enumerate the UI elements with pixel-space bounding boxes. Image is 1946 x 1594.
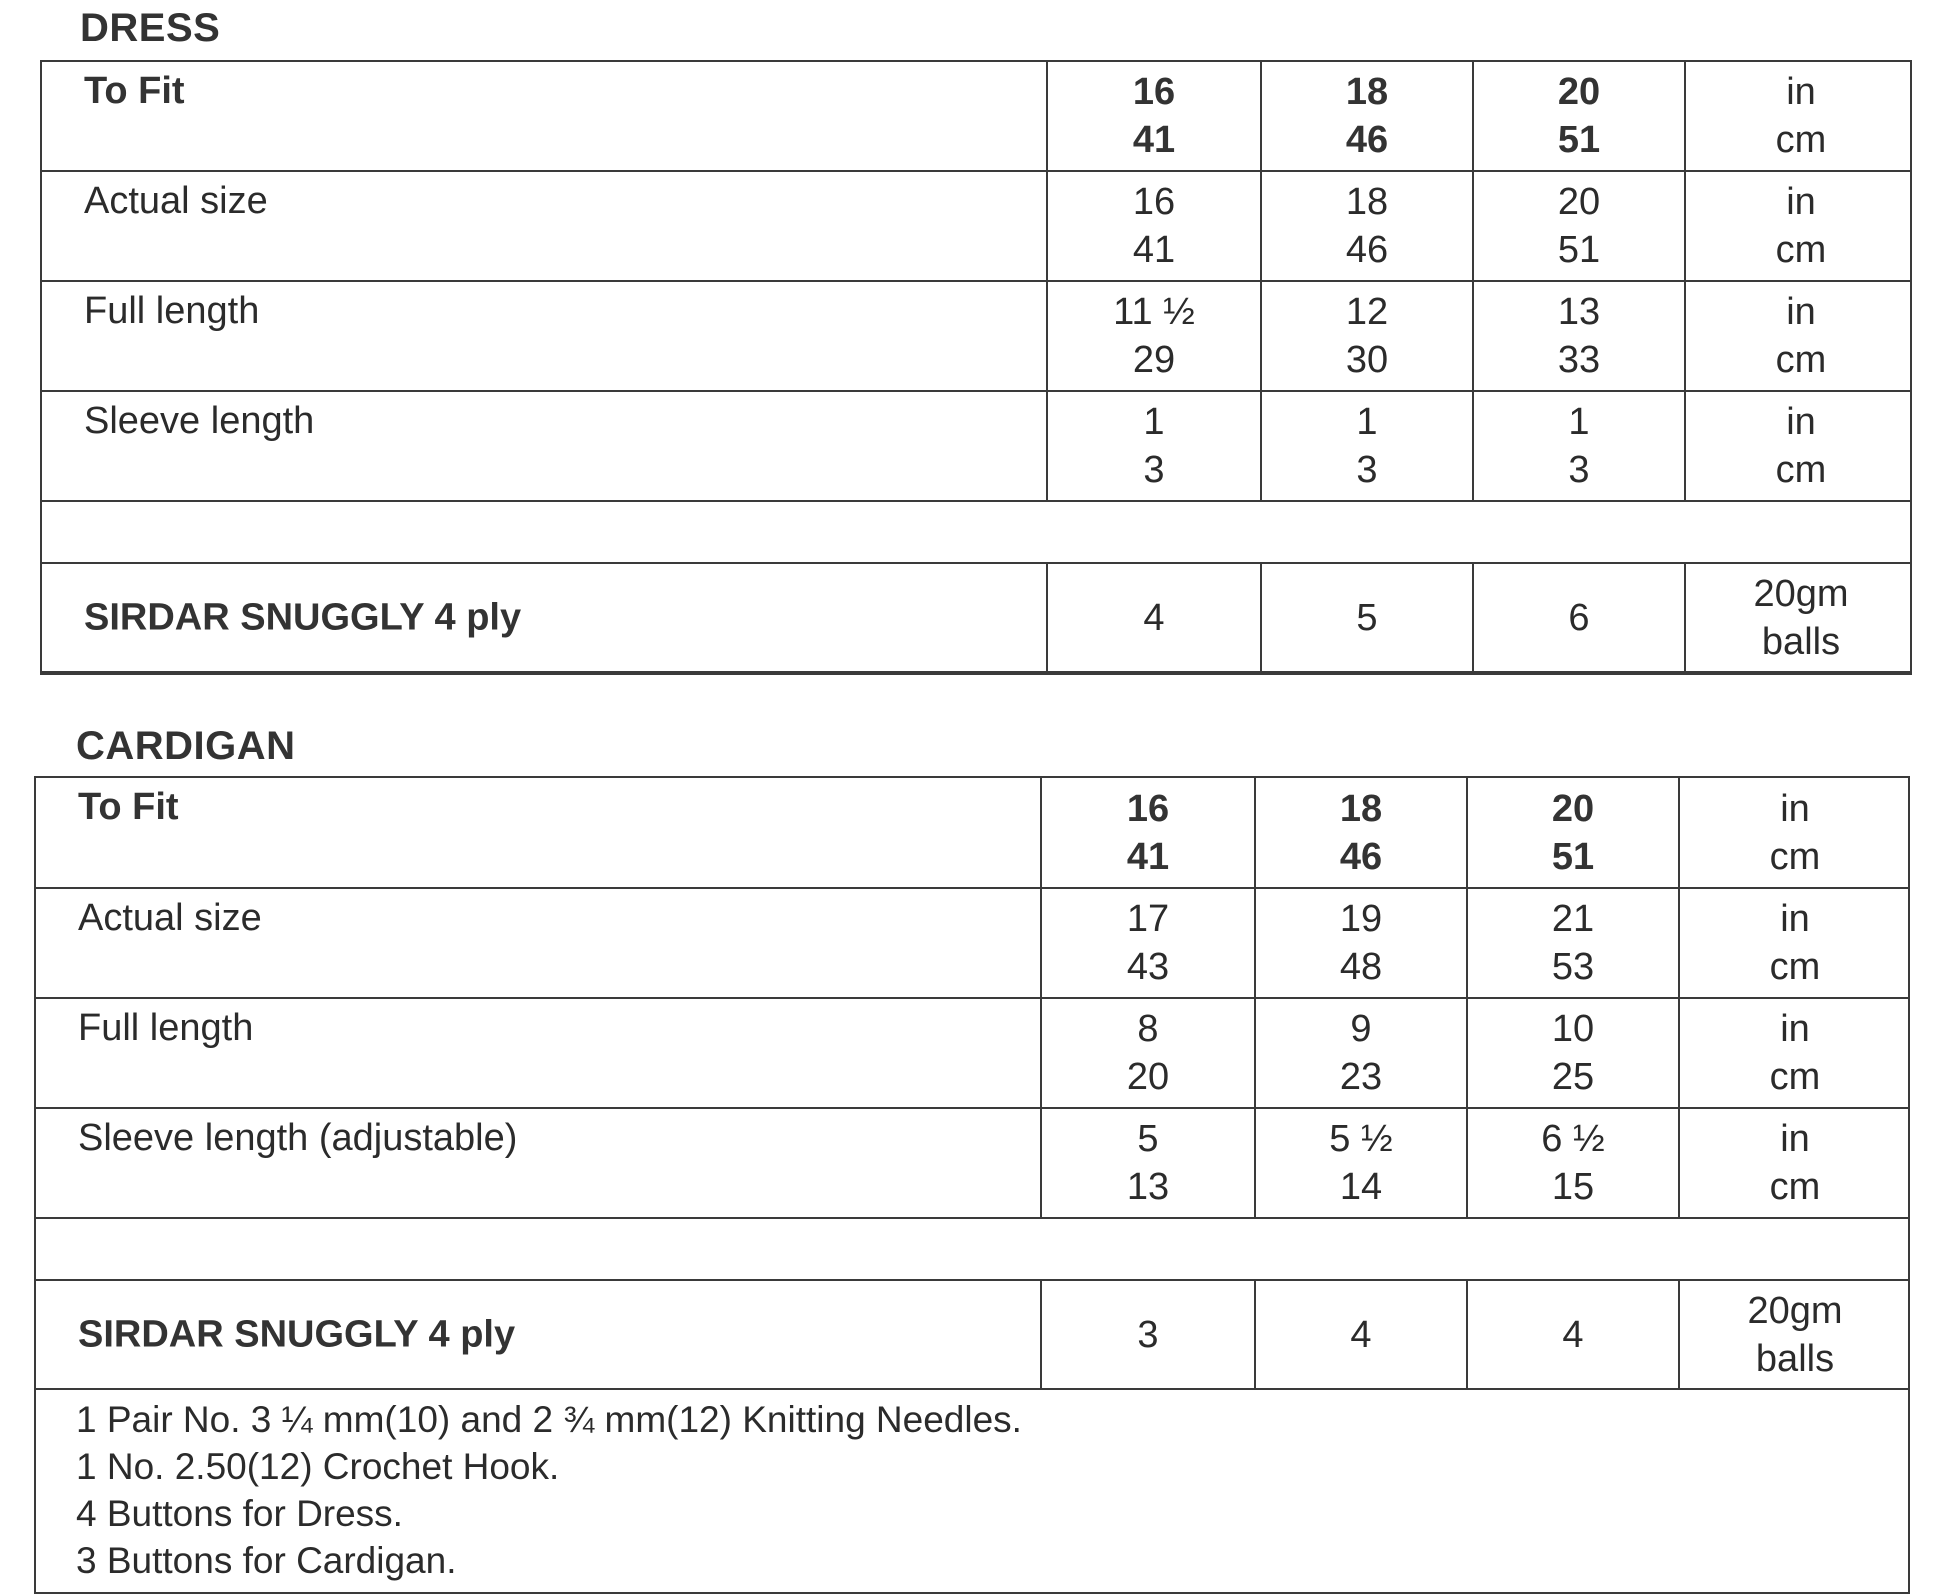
row-label: Sleeve length (adjustable) [78, 1117, 518, 1159]
size-cell [1040, 778, 1254, 887]
dress-heading: DRESS [80, 6, 221, 50]
value-line: 41 [1132, 119, 1176, 161]
value-line: 10 [1551, 1008, 1595, 1050]
value-line: cm [1769, 946, 1821, 988]
value-line: 53 [1551, 946, 1595, 988]
value-line: cm [1769, 835, 1821, 878]
size-cell [1046, 564, 1260, 671]
row-label: Sleeve length [84, 400, 315, 442]
size-cell [1472, 564, 1684, 671]
row-label: To Fit [78, 786, 179, 828]
unit-cell [1678, 778, 1910, 887]
value-line: 13 [1126, 1166, 1170, 1208]
value-line: 3 [1143, 449, 1165, 491]
row-label-cell [42, 564, 1046, 671]
cardigan-row-to-fit [36, 778, 1908, 889]
size-cell [1260, 282, 1472, 390]
value-line: in [1780, 1008, 1810, 1050]
unit-cell [1678, 1281, 1910, 1388]
unit-value [1680, 1115, 1910, 1211]
value-line: 16 [1132, 71, 1176, 113]
note-line: 1 Pair No. 3 ¼ mm(10) and 2 ¾ mm(12) Knitting Needles. [76, 1399, 1022, 1440]
row-label: SIRDAR SNUGGLY 4 ply [78, 1313, 516, 1355]
value-line: 4 [1562, 1313, 1584, 1356]
value-line: 19 [1339, 898, 1383, 940]
row-label-cell [36, 1109, 1040, 1217]
value-line: 33 [1557, 339, 1601, 381]
unit-value [1680, 1005, 1910, 1101]
unit-cell [1684, 282, 1916, 390]
value-line: 3 [1568, 449, 1590, 491]
unit-cell [1684, 564, 1916, 671]
value-line: in [1786, 181, 1816, 223]
row-label-cell [36, 999, 1040, 1107]
value-line: 51 [1557, 229, 1601, 271]
size-value [1048, 594, 1260, 642]
value-line: 46 [1345, 119, 1389, 161]
value-line: 20 [1557, 181, 1601, 223]
value-line: 30 [1345, 339, 1389, 381]
value-line: 14 [1339, 1166, 1383, 1208]
value-line: in [1786, 401, 1816, 443]
unit-value [1680, 1287, 1910, 1383]
size-value [1256, 1005, 1466, 1101]
value-line: 18 [1345, 71, 1389, 113]
size-value [1256, 895, 1466, 991]
size-value [1468, 895, 1678, 991]
value-line: 16 [1126, 787, 1170, 830]
size-cell [1260, 172, 1472, 280]
value-line: 5 ½ [1329, 1118, 1393, 1160]
value-line: 6 ½ [1541, 1118, 1605, 1160]
dress-row-full-length [42, 282, 1910, 392]
cardigan-row-full-length [36, 999, 1908, 1109]
value-line: 46 [1339, 835, 1383, 878]
size-cell [1260, 62, 1472, 170]
value-line: cm [1769, 1166, 1821, 1208]
cardigan-table [34, 776, 1910, 1594]
value-line: in [1780, 787, 1810, 830]
cardigan-row-yarn [36, 1281, 1908, 1390]
size-cell [1254, 999, 1466, 1107]
note-line: 1 No. 2.50(12) Crochet Hook. [76, 1446, 560, 1487]
size-cell [1472, 282, 1684, 390]
size-value [1042, 1115, 1254, 1211]
value-line: balls [1761, 620, 1841, 663]
size-value [1042, 785, 1254, 881]
value-line: 20gm [1753, 572, 1849, 615]
value-line: 23 [1339, 1056, 1383, 1098]
unit-value [1680, 785, 1910, 881]
size-cell [1046, 62, 1260, 170]
row-label-cell [36, 778, 1040, 887]
value-line: in [1786, 291, 1816, 333]
dress-row-actual-size [42, 172, 1910, 282]
value-line: balls [1755, 1337, 1835, 1380]
value-line: 16 [1132, 181, 1176, 223]
size-cell [1466, 1109, 1678, 1217]
size-value [1042, 1311, 1254, 1359]
size-cell [1040, 1109, 1254, 1217]
size-value [1048, 68, 1260, 164]
value-line: 13 [1557, 291, 1601, 333]
value-line: 3 [1356, 449, 1378, 491]
value-line: cm [1775, 339, 1827, 381]
size-cell [1472, 62, 1684, 170]
value-line: 9 [1350, 1008, 1372, 1050]
value-line: cm [1769, 1056, 1821, 1098]
row-label-cell [42, 282, 1046, 390]
value-line: 1 [1143, 401, 1165, 443]
size-value [1468, 1311, 1678, 1359]
unit-value [1680, 895, 1910, 991]
value-line: 20 [1557, 71, 1601, 113]
value-line: 51 [1551, 835, 1595, 878]
size-value [1474, 594, 1684, 642]
unit-value [1686, 68, 1916, 164]
size-value [1042, 895, 1254, 991]
unit-value [1686, 398, 1916, 494]
size-cell [1254, 889, 1466, 997]
size-value [1048, 398, 1260, 494]
value-line: 1 [1568, 401, 1590, 443]
dress-table [40, 60, 1912, 675]
size-cell [1260, 392, 1472, 500]
size-cell [1254, 1281, 1466, 1388]
value-line: 21 [1551, 898, 1595, 940]
cardigan-row-actual-size [36, 889, 1908, 999]
note-line: 3 Buttons for Cardigan. [76, 1540, 457, 1581]
value-line: 20 [1126, 1056, 1170, 1098]
size-value [1262, 288, 1472, 384]
size-cell [1046, 282, 1260, 390]
size-value [1262, 594, 1472, 642]
value-line: 4 [1350, 1313, 1372, 1356]
unit-cell [1684, 62, 1916, 170]
size-cell [1466, 889, 1678, 997]
unit-cell [1678, 1109, 1910, 1217]
dress-row-sleeve-length [42, 392, 1910, 502]
value-line: 51 [1557, 119, 1601, 161]
size-value [1474, 398, 1684, 494]
cardigan-heading: CARDIGAN [76, 724, 296, 768]
size-value [1468, 1115, 1678, 1211]
value-line: 4 [1143, 596, 1165, 639]
value-line: 8 [1137, 1008, 1159, 1050]
size-cell [1466, 1281, 1678, 1388]
row-label: Actual size [78, 897, 262, 939]
value-line: cm [1775, 229, 1827, 271]
size-value [1262, 398, 1472, 494]
size-value [1042, 1005, 1254, 1101]
size-cell [1466, 778, 1678, 887]
row-label: Actual size [84, 180, 268, 222]
unit-value [1686, 288, 1916, 384]
value-line: 43 [1126, 946, 1170, 988]
unit-cell [1678, 999, 1910, 1107]
row-label: Full length [84, 290, 260, 332]
value-line: in [1780, 1118, 1810, 1160]
size-value [1474, 68, 1684, 164]
size-value [1048, 178, 1260, 274]
unit-cell [1684, 392, 1916, 500]
row-label: To Fit [84, 70, 185, 112]
size-value [1262, 68, 1472, 164]
cardigan-row-spacer [36, 1219, 1908, 1281]
row-label-cell [36, 1281, 1040, 1388]
size-value [1474, 288, 1684, 384]
cardigan-row-sleeve-length [36, 1109, 1908, 1219]
value-line: 17 [1126, 898, 1170, 940]
size-cell [1046, 392, 1260, 500]
size-value [1256, 1311, 1466, 1359]
size-cell [1040, 1281, 1254, 1388]
dress-row-to-fit [42, 62, 1910, 172]
value-line: 48 [1339, 946, 1383, 988]
size-cell [1046, 172, 1260, 280]
size-cell [1466, 999, 1678, 1107]
size-value [1468, 1005, 1678, 1101]
notes-list [76, 1396, 1022, 1584]
value-line: 46 [1345, 229, 1389, 271]
value-line: 41 [1132, 229, 1176, 271]
size-cell [1260, 564, 1472, 671]
value-line: 15 [1551, 1166, 1595, 1208]
value-line: in [1780, 898, 1810, 940]
unit-value [1686, 570, 1916, 666]
value-line: 6 [1568, 596, 1590, 639]
size-value [1256, 1115, 1466, 1211]
dress-row-yarn [42, 564, 1910, 673]
unit-cell [1684, 172, 1916, 280]
value-line: 12 [1345, 291, 1389, 333]
size-value [1468, 785, 1678, 881]
size-cell [1472, 172, 1684, 280]
value-line: cm [1775, 119, 1827, 161]
size-cell [1040, 889, 1254, 997]
value-line: 18 [1345, 181, 1389, 223]
size-value [1256, 785, 1466, 881]
value-line: 5 [1137, 1118, 1159, 1160]
value-line: 29 [1132, 339, 1176, 381]
size-value [1262, 178, 1472, 274]
value-line: 5 [1356, 596, 1378, 639]
row-label-cell [42, 172, 1046, 280]
note-line: 4 Buttons for Dress. [76, 1493, 403, 1534]
row-label-cell [42, 62, 1046, 170]
value-line: cm [1775, 449, 1827, 491]
dress-row-spacer [42, 502, 1910, 564]
unit-value [1686, 178, 1916, 274]
value-line: in [1786, 71, 1816, 113]
size-cell [1040, 999, 1254, 1107]
size-value [1474, 178, 1684, 274]
size-cell [1472, 392, 1684, 500]
value-line: 1 [1356, 401, 1378, 443]
value-line: 20 [1551, 787, 1595, 830]
value-line: 25 [1551, 1056, 1595, 1098]
cardigan-row-notes [36, 1390, 1908, 1592]
value-line: 41 [1126, 835, 1170, 878]
size-value [1048, 288, 1260, 384]
value-line: 18 [1339, 787, 1383, 830]
value-line: 20gm [1747, 1289, 1843, 1332]
size-cell [1254, 778, 1466, 887]
size-cell [1254, 1109, 1466, 1217]
row-label: SIRDAR SNUGGLY 4 ply [84, 596, 522, 638]
row-label-cell [36, 889, 1040, 997]
row-label-cell [42, 392, 1046, 500]
row-label: Full length [78, 1007, 254, 1049]
value-line: 3 [1137, 1313, 1159, 1356]
unit-cell [1678, 889, 1910, 997]
value-line: 11 ½ [1113, 291, 1195, 333]
